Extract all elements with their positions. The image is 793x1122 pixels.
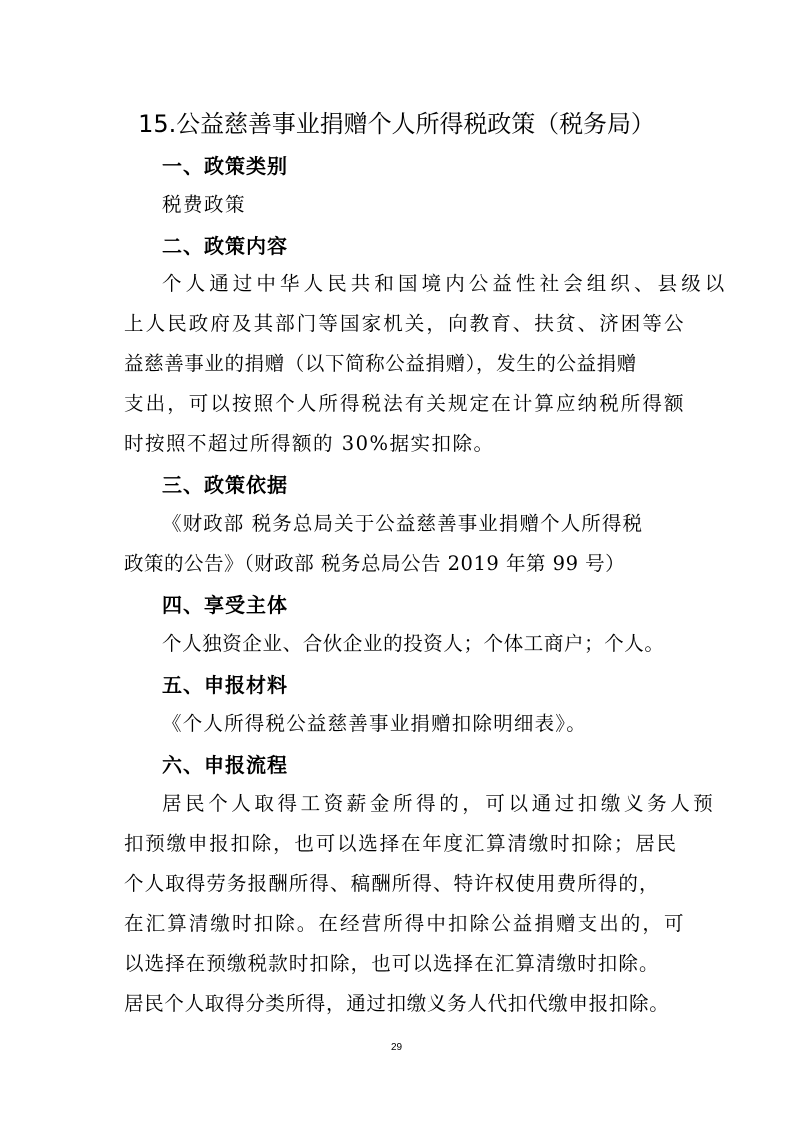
section-text-line: 《财政部 税务总局关于公益慈善事业捐赠个人所得税 bbox=[162, 512, 644, 535]
section-text-line: 税费政策 bbox=[162, 193, 247, 216]
section-heading-policy-category: 一、政策类别 bbox=[162, 154, 288, 178]
section-heading-policy-content: 二、政策内容 bbox=[162, 234, 288, 258]
section-heading-eligible-subjects: 四、享受主体 bbox=[162, 593, 288, 617]
section-text-line: 政策的公告》（财政部 税务总局公告 2019 年第 99 号） bbox=[124, 552, 626, 575]
section-text-line: 以选择在预缴税款时扣除，也可以选择在汇算清缴时扣除。 bbox=[124, 952, 660, 975]
section-text-line: 《个人所得税公益慈善事业捐赠扣除明细表》。 bbox=[162, 712, 587, 735]
section-text-line: 个人通过中华人民共和国境内公益性社会组织、县级以 bbox=[162, 272, 729, 295]
section-text-line: 个人取得劳务报酬所得、稿酬所得、特许权使用费所得的， bbox=[124, 872, 660, 895]
section-text-line: 在汇算清缴时扣除。在经营所得中扣除公益捐赠支出的，可 bbox=[124, 912, 686, 935]
section-text-line: 居民个人取得分类所得，通过扣缴义务人代扣代缴申报扣除。 bbox=[124, 992, 670, 1015]
section-text-line: 时按照不超过所得额的 30%据实扣除。 bbox=[124, 432, 495, 455]
section-heading-filing-process: 六、申报流程 bbox=[162, 753, 288, 777]
section-text-line: 扣预缴申报扣除，也可以选择在年度汇算清缴时扣除；居民 bbox=[124, 832, 678, 855]
page-title: 15.公益慈善事业捐赠个人所得税政策（税务局） bbox=[138, 110, 655, 138]
section-text-line: 上人民政府及其部门等国家机关，向教育、扶贫、济困等公 bbox=[124, 312, 686, 335]
section-text-line: 支出，可以按照个人所得税法有关规定在计算应纳税所得额 bbox=[124, 392, 686, 415]
section-text-line: 个人独资企业、合伙企业的投资人；个体工商户；个人。 bbox=[162, 632, 665, 655]
section-text-line: 居民个人取得工资薪金所得的，可以通过扣缴义务人预 bbox=[162, 792, 717, 815]
section-heading-filing-materials: 五、申报材料 bbox=[162, 673, 288, 697]
section-text-line: 益慈善事业的捐赠（以下简称公益捐赠），发生的公益捐赠 bbox=[124, 352, 637, 375]
section-heading-policy-basis: 三、政策依据 bbox=[162, 473, 288, 497]
page-number: 29 bbox=[390, 1042, 403, 1053]
